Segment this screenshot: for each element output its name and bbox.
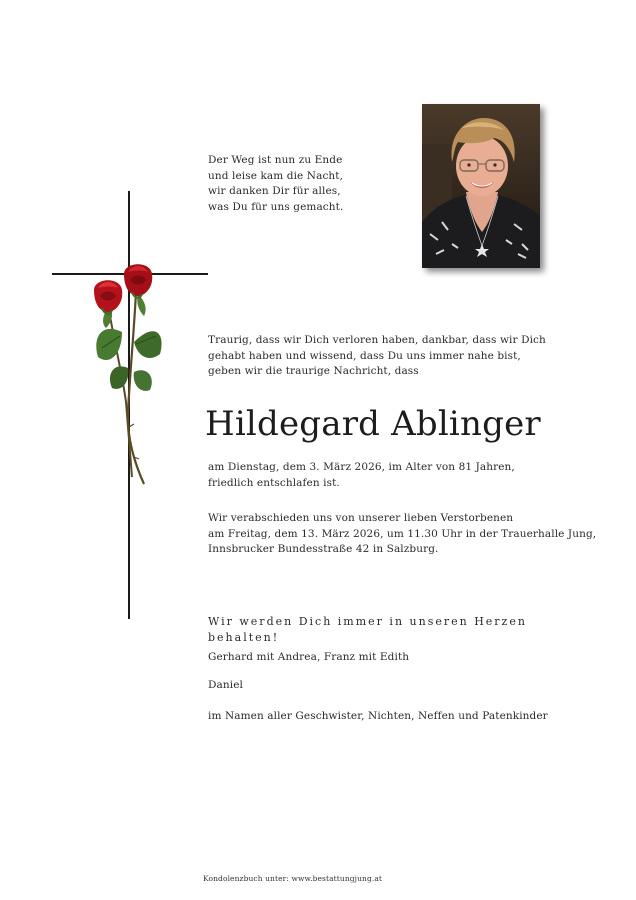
- condolence-footer: Kondolenzbuch unter: www.bestattungjung.at: [203, 874, 383, 883]
- motto: Wir werden Dich immer in unseren Herzen behalten!: [208, 615, 527, 644]
- intro-line: gehabt haben und wissend, dass Du uns immer nahe bist,: [208, 349, 521, 362]
- mourners-line-2: Daniel: [208, 679, 243, 691]
- farewell-line: am Freitag, dem 13. März 2026, um 11.30 Uhr in der Trauerhalle Jung,: [208, 527, 597, 540]
- deceased-name: Hildegard Ablinger: [205, 404, 541, 444]
- poem: [208, 153, 408, 215]
- intro-line: geben wir die traurige Nachricht, dass: [208, 365, 419, 377]
- portrait-photo: [422, 104, 540, 268]
- poem-line: und leise kam die Nacht,: [208, 169, 344, 182]
- farewell-line: Wir verabschieden uns von unserer lieben Verstorbenen: [208, 512, 514, 524]
- poem-line: was Du für uns gemacht.: [208, 200, 344, 213]
- family-line: im Namen aller Geschwister, Nichten, Neffen und Patenkinder: [208, 710, 548, 722]
- poem-line: Der Weg ist nun zu Ende: [208, 154, 343, 166]
- death-notice-line: friedlich entschlafen ist.: [208, 476, 340, 489]
- roses-icon: [84, 262, 174, 492]
- intro-line: Traurig, dass wir Dich verloren haben, dankbar, dass wir Dich: [208, 334, 546, 346]
- intro-text: [208, 333, 558, 380]
- death-notice: [208, 460, 558, 491]
- mourners-line-1: Gerhard mit Andrea, Franz mit Edith: [208, 651, 410, 663]
- farewell-notice: [208, 511, 597, 558]
- death-notice-line: am Dienstag, dem 3. März 2026, im Alter von 81 Jahren,: [208, 461, 515, 473]
- farewell-line: Innsbrucker Bundesstraße 42 in Salzburg.: [208, 543, 439, 555]
- poem-line: wir danken Dir für alles,: [208, 185, 341, 197]
